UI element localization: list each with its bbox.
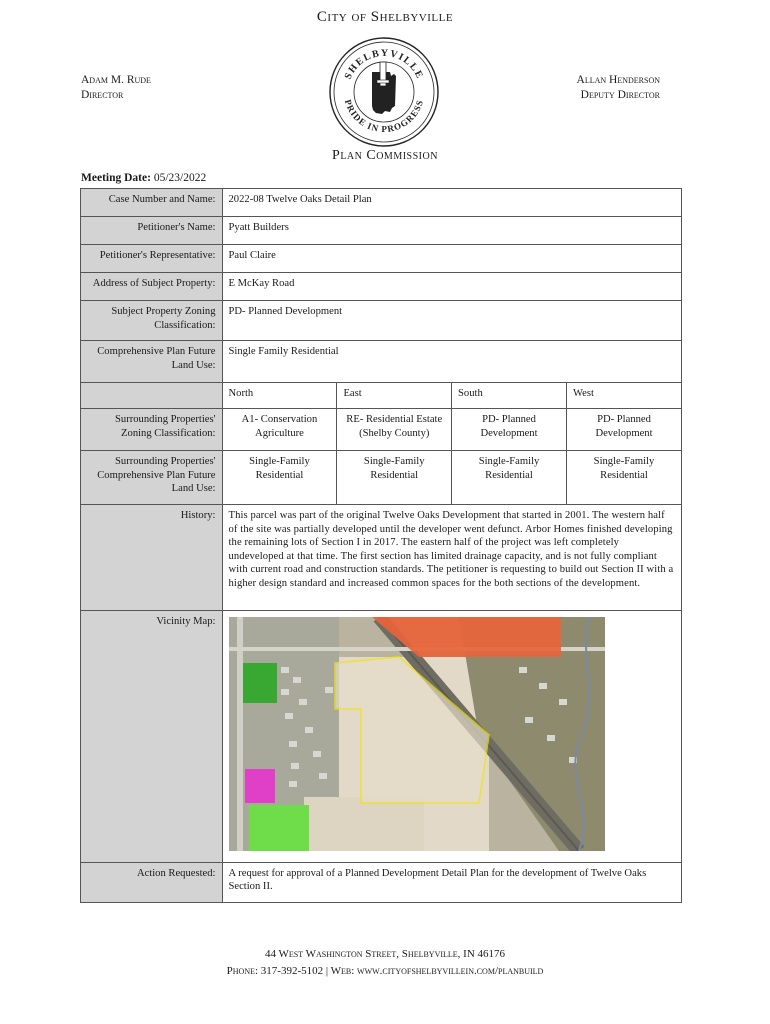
history-label: History: — [81, 505, 223, 611]
case-value: 2022-08 Twelve Oaks Detail Plan — [222, 189, 682, 217]
row-case — [81, 189, 682, 217]
row-surrounding-zoning — [81, 409, 682, 451]
row-zoning — [81, 301, 682, 341]
footer-contact: Phone: 317-392-5102 | Web: www.cityofshelbyvillein.com/planbuild — [226, 965, 544, 977]
direction-south: South — [452, 383, 567, 409]
vicinity-map-cell — [222, 611, 682, 863]
page-title: Plan Commission — [332, 148, 438, 163]
direction-east: East — [337, 383, 452, 409]
footer-address: 44 West Washington Street, Shelbyville, IN 46176 — [264, 948, 506, 960]
address-value: E McKay Road — [222, 273, 682, 301]
row-surrounding-comp — [81, 451, 682, 505]
rep-value: Paul Claire — [222, 245, 682, 273]
row-action — [81, 862, 682, 902]
east-zoning: RE- Residential Estate (Shelby County) — [337, 409, 452, 451]
petitioner-label: Petitioner's Name: — [81, 217, 223, 245]
rep-label: Petitioner's Representative: — [81, 245, 223, 273]
director-block — [81, 73, 151, 103]
direction-west: West — [566, 383, 681, 409]
directions-label-blank — [81, 383, 223, 409]
action-label: Action Requested: — [81, 862, 223, 902]
south-comp: Single-Family Residential — [452, 451, 567, 505]
vicinity-map — [229, 617, 605, 851]
north-comp: Single-Family Residential — [222, 451, 337, 505]
row-directions — [81, 383, 682, 409]
deputy-director-block — [577, 73, 660, 103]
row-comp-plan — [81, 341, 682, 383]
city-seal — [328, 36, 440, 148]
meeting-date — [81, 172, 206, 184]
row-vicinity-map — [81, 611, 682, 863]
zoning-value: PD- Planned Development — [222, 301, 682, 341]
seal-bottom-text: PRIDE IN PROGRESS — [342, 98, 426, 135]
meeting-date-label: Meeting Date: — [81, 172, 151, 184]
meeting-date-value: 05/23/2022 — [153, 172, 207, 184]
row-history — [81, 505, 682, 611]
deputy-director-name: Allan Henderson — [576, 74, 660, 86]
comp-plan-label: Comprehensive Plan Future Land Use: — [81, 341, 223, 383]
east-comp: Single-Family Residential — [337, 451, 452, 505]
south-zoning: PD- Planned Development — [452, 409, 567, 451]
case-label: Case Number and Name: — [81, 189, 223, 217]
row-address — [81, 273, 682, 301]
petitioner-value: Pyatt Builders — [222, 217, 682, 245]
west-comp: Single-Family Residential — [566, 451, 681, 505]
north-zoning: A1- Conservation Agriculture — [222, 409, 337, 451]
vicinity-map-label: Vicinity Map: — [81, 611, 223, 863]
west-zoning: PD- Planned Development — [566, 409, 681, 451]
zoning-label: Subject Property Zoning Classification: — [81, 301, 223, 341]
surrounding-zoning-label: Surrounding Properties' Zoning Classification: — [81, 409, 223, 451]
row-representative — [81, 245, 682, 273]
address-label: Address of Subject Property: — [81, 273, 223, 301]
direction-north: North — [222, 383, 337, 409]
comp-plan-value: Single Family Residential — [222, 341, 682, 383]
history-text: This parcel was part of the original Twelve Oaks Development that started in 2001. The western half of the site was partially developed until the developer went defunct. Arbor Homes finished developing the remaining lots of Section I in 2017. The eastern half of the project was left completely undeveloped at that time. The first section has limited drainage capacity, and is not fully compliant with current road and construction standards. The petitioner is requesting to build out Section II with a higher design standard and increased common spaces for the both sections of the development. — [222, 505, 682, 611]
seal-top-text: SHELBYVILLE — [342, 47, 426, 82]
footer — [0, 946, 770, 980]
row-petitioner — [81, 217, 682, 245]
case-info-table — [80, 188, 682, 903]
surrounding-comp-label: Surrounding Properties' Comprehensive Plan Future Land Use: — [81, 451, 223, 505]
city-name: City of Shelbyville — [316, 9, 454, 25]
director-title: Director — [81, 89, 124, 101]
action-text: A request for approval of a Planned Development Detail Plan for the development of Twelve Oaks Section II. — [222, 862, 682, 902]
director-name: Adam M. Rude — [81, 74, 151, 86]
deputy-director-title: Deputy Director — [580, 89, 660, 101]
